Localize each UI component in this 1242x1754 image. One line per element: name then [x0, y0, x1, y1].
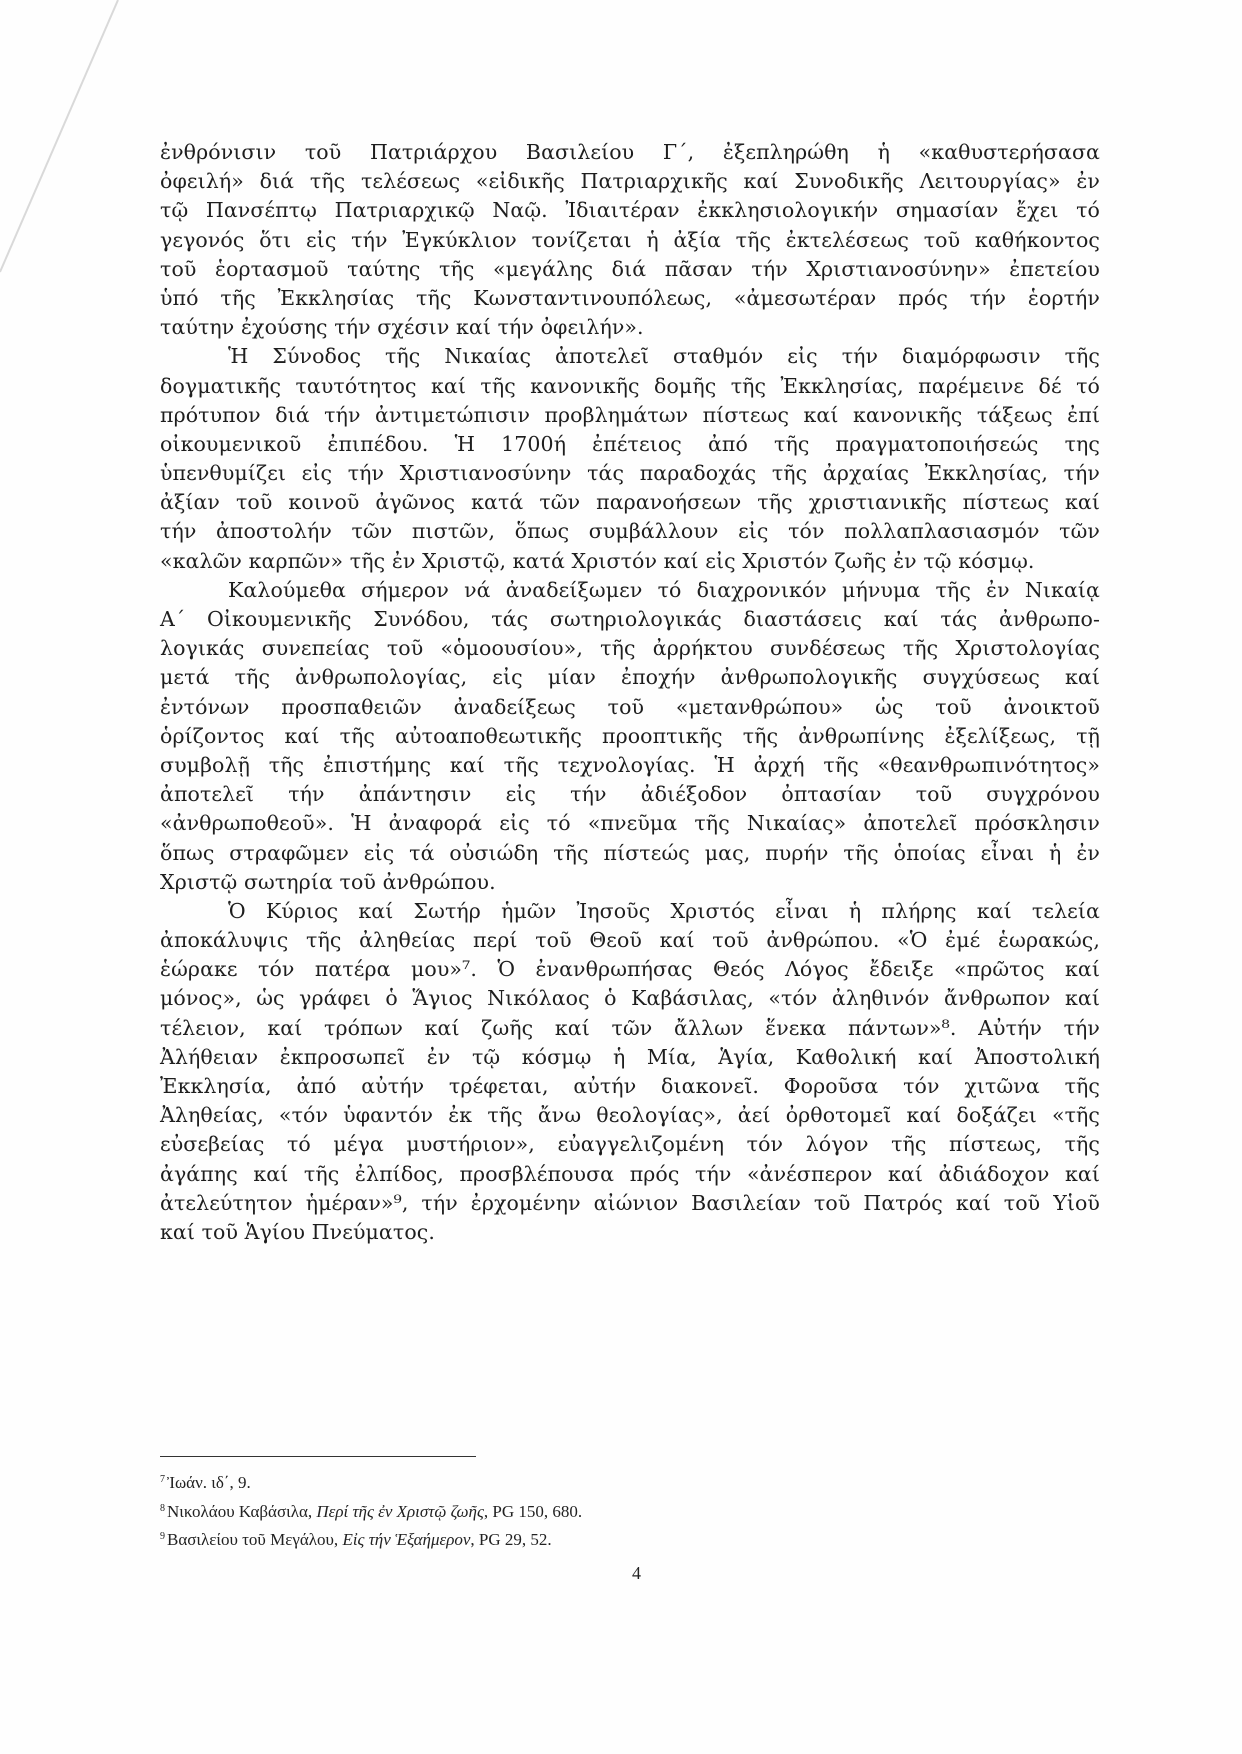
text-line: γεγονός ὅτι εἰς τήν Ἐγκύκλιον τονίζεται ἡ ἀξία τῆς ἐκτελέσεως τοῦ καθήκοντος [160, 227, 1100, 252]
footnote [160, 1496, 860, 1525]
text-line: ἀτελεύτητον ἡμέραν»⁹, τήν ἐρχομένην αἰώνιον Βασιλείαν τοῦ Πατρός καί τοῦ Υἱοῦ [160, 1190, 1100, 1215]
text-line: τήν ἀποστολήν τῶν πιστῶν, ὅπως συμβάλλουν εἰς τόν πολλαπλασιασμόν τῶν [160, 519, 1100, 544]
text-line: ὑπενθυμίζει εἰς τήν Χριστιανοσύνην τάς παραδοχάς τῆς ἀρχαίας Ἐκκλησίας, τήν [160, 461, 1100, 486]
text-line: ὅπως στραφῶμεν εἰς τά οὐσιώδη τῆς πίστεώς μας, πυρήν τῆς ὁποίας εἶναι ἡ ἐν [160, 840, 1100, 865]
footnote-number: 7 [160, 1474, 165, 1485]
text-line: Καλούμεθα σήμερον νά ἀναδείξωμεν τό διαχρονικόν μήνυμα τῆς ἐν Νικαίᾳ [228, 577, 1100, 602]
text-line: δογματικῆς ταυτότητος καί τῆς κανονικῆς δομῆς τῆς Ἐκκλησίας, παρέμεινε δέ τό [160, 373, 1100, 398]
text-line: λογικάς συνεπείας τοῦ «ὁμοουσίου», τῆς ἀρρήκτου συνδέσεως τῆς Χριστολογίας [160, 636, 1100, 661]
footnote-text: Νικολάου Καβάσιλα, [167, 1501, 317, 1521]
text-line: Α΄ Οἰκουμενικῆς Συνόδου, τάς σωτηριολογικάς διαστάσεις καί τάς ἀνθρωπο- [160, 607, 1100, 631]
scan-edge-line [0, 0, 118, 272]
text-line: οἰκουμενικοῦ ἐπιπέδου. Ἡ 1700ή ἐπέτειος ἀπό τῆς πραγματοποιήσεώς της [160, 431, 1100, 456]
text-line: εὐσεβείας τό μέγα μυστήριον», εὐαγγελιζομένη τόν λόγον τῆς πίστεως, τῆς [160, 1132, 1100, 1157]
text-line: τῷ Πανσέπτῳ Πατριαρχικῷ Ναῷ. Ἰδιαιτέραν ἐκκλησιολογικήν σημασίαν ἔχει τό [160, 198, 1100, 223]
text-line: Ἐκκλησία, ἀπό αὐτήν τρέφεται, αὐτήν διακονεῖ. Φοροῦσα τόν χιτῶνα τῆς [160, 1074, 1100, 1098]
footnote-text: Ἰωάν. ιδ΄, 9. [167, 1473, 251, 1492]
text-line: ἐνθρόνισιν τοῦ Πατριάρχου Βασιλείου Γ΄, ἐξεπληρώθη ἡ «καθυστερήσασα [160, 140, 1100, 164]
text-line: Ἀλήθειαν ἐκπροσωπεῖ ἐν τῷ κόσμῳ ἡ Μία, Ἁγία, Καθολική καί Ἀποστολική [160, 1044, 1100, 1069]
text-line: «καλῶν καρπῶν» τῆς ἐν Χριστῷ, κατά Χριστόν καί εἰς Χριστόν ζωῆς ἐν τῷ κόσμῳ. [160, 548, 1035, 573]
text-line: ἀποκάλυψις τῆς ἀληθείας περί τοῦ Θεοῦ καί τοῦ ἀνθρώπου. «Ὁ ἐμέ ἑωρακώς, [160, 928, 1100, 953]
text-line: συμβολῇ τῆς ἐπιστήμης καί τῆς τεχνολογίας. Ἡ ἀρχή τῆς «θεανθρωπινότητος» [160, 752, 1100, 777]
footnote [160, 1467, 860, 1496]
paragraph [160, 138, 1100, 342]
paragraph [160, 897, 1100, 1247]
text-line: καί τοῦ Ἁγίου Πνεύματος. [160, 1219, 435, 1244]
footnotes [160, 1467, 860, 1553]
text-line: ὁρίζοντος καί τῆς αὐτοαποθεωτικῆς προοπτικῆς τῆς ἀνθρωπίνης ἐξελίξεως, τῇ [160, 723, 1100, 748]
text-line: μόνος», ὡς γράφει ὁ Ἅγιος Νικόλαος ὁ Καβάσιλας, «τόν ἀληθινόν ἄνθρωπον καί [160, 986, 1100, 1011]
text-line: ταύτην ἐχούσης τήν σχέσιν καί τήν ὀφειλήν». [160, 315, 644, 340]
text-line: ἑώρακε τόν πατέρα μου»⁷. Ὁ ἐνανθρωπήσας Θεός Λόγος ἔδειξε «πρῶτος καί [160, 957, 1100, 982]
text-line: πρότυπον διά τήν ἀντιμετώπισιν προβλημάτων πίστεως καί κανονικῆς τάξεως ἐπί [160, 402, 1100, 427]
footnote-text: Βασιλείου τοῦ Μεγάλου, [167, 1530, 343, 1549]
footnote-title: Περί τῆς ἐν Χριστῷ ζωῆς [316, 1501, 484, 1521]
text-line: Ὁ Κύριος καί Σωτήρ ἡμῶν Ἰησοῦς Χριστός εἶναι ἡ πλήρης καί τελεία [228, 898, 1100, 923]
footnote-reference: , PG 150, 680. [483, 1501, 583, 1521]
text-line: μετά τῆς ἀνθρωπολογίας, εἰς μίαν ἐποχήν ἀνθρωπολογικῆς συγχύσεως καί [160, 665, 1100, 690]
footnote [160, 1524, 860, 1553]
text-line: τοῦ ἑορτασμοῦ ταύτης τῆς «μεγάλης διά πᾶσαν τήν Χριστιανοσύνην» ἐπετείου [160, 256, 1100, 281]
text-line: τέλειον, καί τρόπων καί ζωῆς καί τῶν ἄλλων ἕνεκα πάντων»⁸. Αὐτήν τήν [160, 1015, 1100, 1040]
paragraph [160, 342, 1100, 576]
text-line: Χριστῷ σωτηρία τοῦ ἀνθρώπου. [160, 869, 496, 894]
document-body [160, 138, 1100, 1247]
text-line: ἀποτελεῖ τήν ἀπάντησιν εἰς τήν ἀδιέξοδον ὀπτασίαν τοῦ συγχρόνου [160, 782, 1100, 807]
text-line: ἐντόνων προσπαθειῶν ἀναδείξεως τοῦ «μετανθρώπου» ὡς τοῦ ἀνοικτοῦ [160, 694, 1100, 719]
text-line: Ἡ Σύνοδος τῆς Νικαίας ἀποτελεῖ σταθμόν εἰς τήν διαμόρφωσιν τῆς [228, 344, 1100, 369]
footnote-separator [160, 1456, 476, 1457]
text-line: Ἀληθείας, «τόν ὑφαντόν ἐκ τῆς ἄνω θεολογίας», ἀεί ὀρθοτομεῖ καί δοξάζει «τῆς [160, 1103, 1100, 1128]
footnote-reference: , PG 29, 52. [470, 1530, 552, 1549]
text-line: ἀγάπης καί τῆς ἐλπίδος, προσβλέπουσα πρός τήν «ἀνέσπερον καί ἀδιάδοχον καί [160, 1161, 1100, 1186]
text-line: «ἀνθρωποθεοῦ». Ἡ ἀναφορά εἰς τό «πνεῦμα τῆς Νικαίας» ἀποτελεῖ πρόσκλησιν [160, 811, 1100, 836]
page-number: 4 [632, 1563, 641, 1583]
text-line: ὀφειλή» διά τῆς τελέσεως «εἰδικῆς Πατριαρχικῆς καί Συνοδικῆς Λειτουργίας» ἐν [160, 169, 1100, 194]
text-line: ὑπό τῆς Ἐκκλησίας τῆς Κωνσταντινουπόλεως, «ἀμεσωτέραν πρός τήν ἑορτήν [160, 285, 1100, 310]
footnote-number: 8 [160, 1502, 165, 1514]
footnote-number: 9 [160, 1531, 165, 1542]
paragraph [160, 576, 1100, 897]
footnote-title: Εἰς τήν Ἑξαήμερον [342, 1530, 471, 1549]
text-line: ἀξίαν τοῦ κοινοῦ ἀγῶνος κατά τῶν παρανοήσεων τῆς χριστιανικῆς πίστεως καί [160, 490, 1100, 515]
